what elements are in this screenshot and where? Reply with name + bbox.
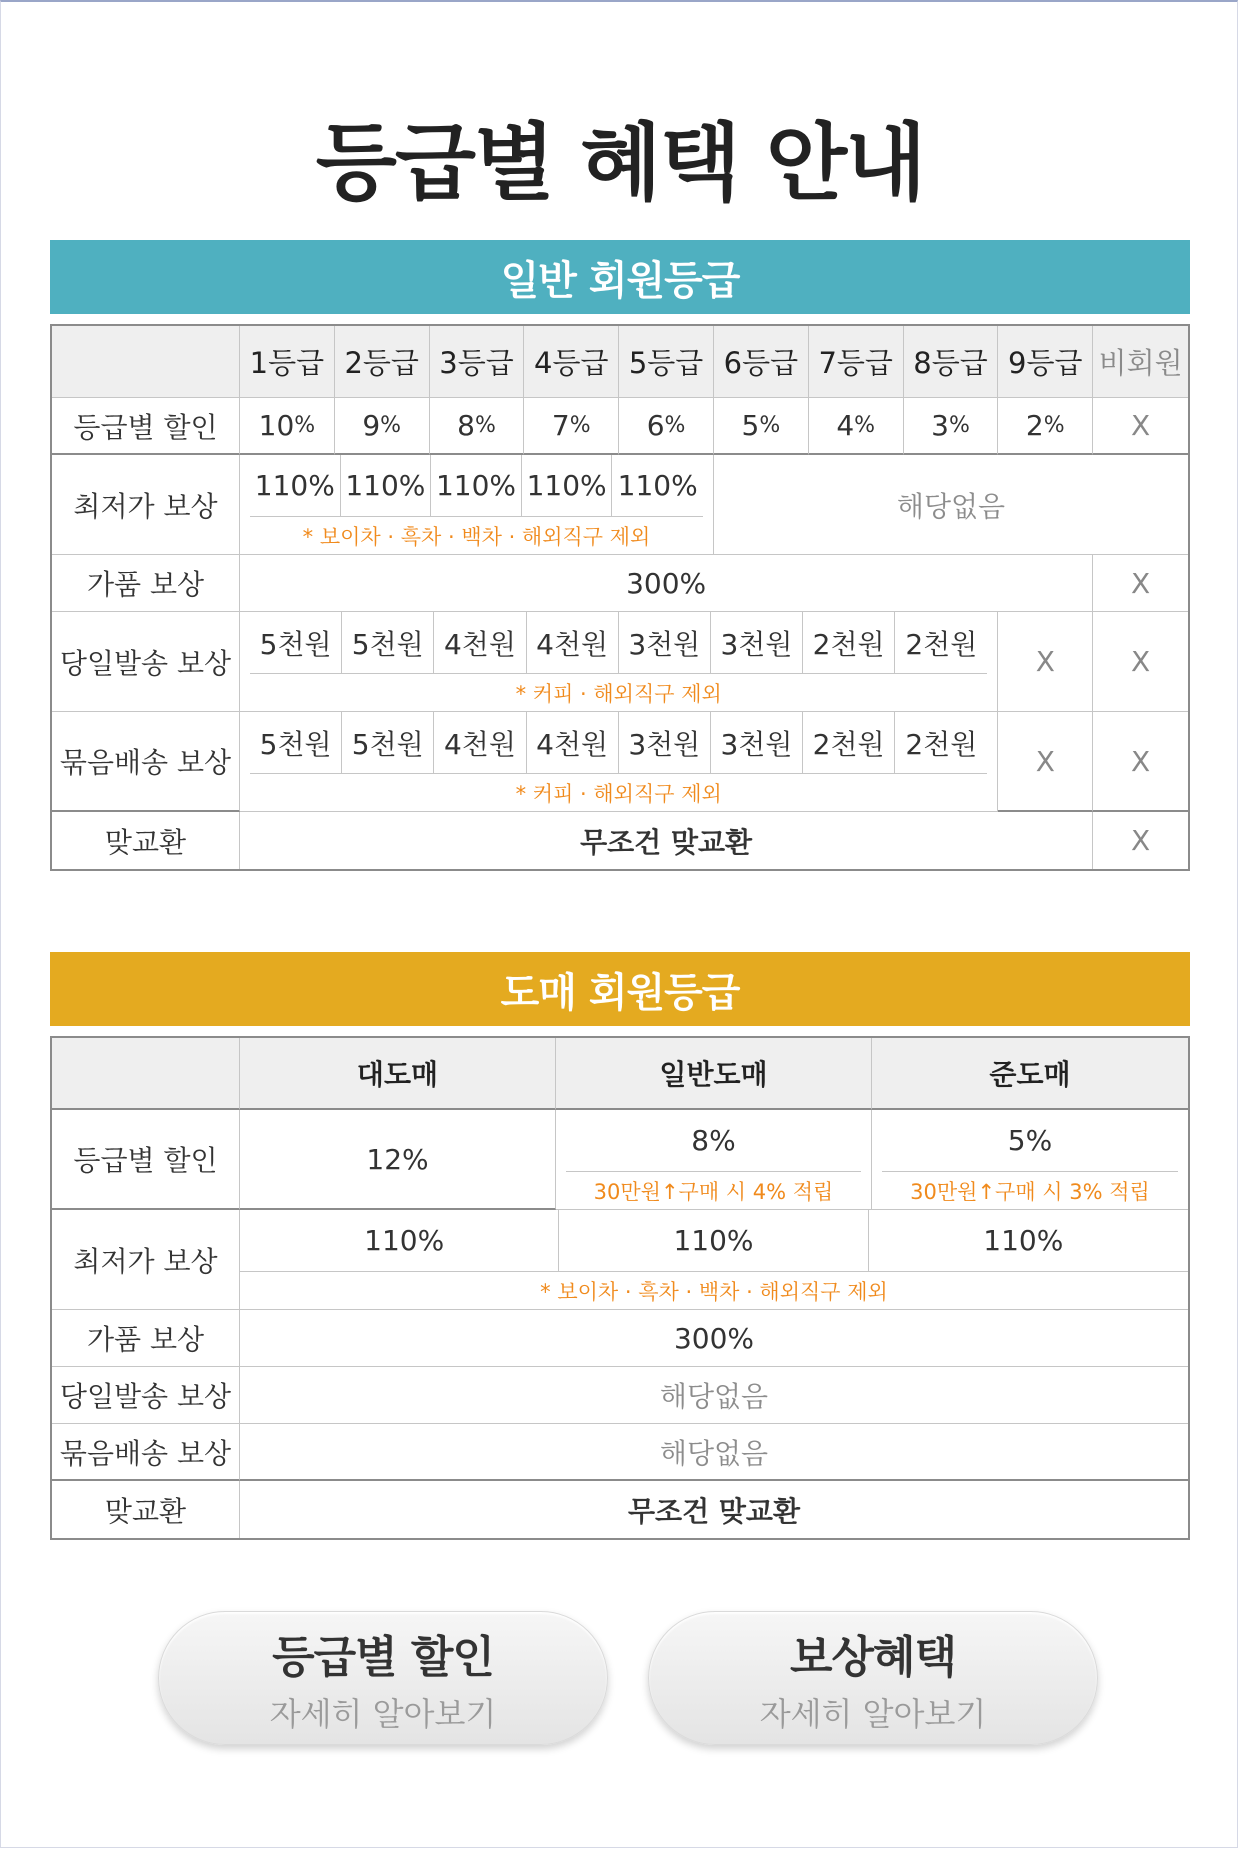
lowest-price-grade-2: 110%: [341, 455, 432, 516]
row-label-lowest-price: 최저가 보상: [52, 455, 240, 555]
ws-header-general: 일반도매: [556, 1038, 872, 1110]
ws-row-label-lowest-price: 최저가 보상: [52, 1210, 240, 1310]
general-grade-table: [50, 324, 1190, 871]
bundle-grade-1: 5천원: [250, 712, 342, 773]
discount-grade-6: 5 %: [714, 398, 809, 455]
same-day-grade-9: X: [998, 612, 1093, 712]
same-day-nonmember: X: [1093, 612, 1188, 712]
header-grade-3: 3등급: [430, 326, 525, 398]
ws-header-semi: 준도매: [872, 1038, 1188, 1110]
same-day-values: [250, 612, 987, 674]
ws-lowest-price-values: [240, 1210, 1188, 1272]
bundle-note: * 커피 · 해외직구 제외: [515, 782, 722, 806]
bundle-grade-5: 3천원: [619, 712, 711, 773]
discount-grade-5: 6 %: [619, 398, 714, 455]
grade-discount-details-button[interactable]: [158, 1611, 608, 1745]
bundle-grade-6: 3천원: [711, 712, 803, 773]
ws-genuine-value: 300%: [240, 1310, 1188, 1367]
same-day-grade-5: 3천원: [619, 612, 711, 673]
ws-row-label-discount: 등급별 할인: [52, 1110, 240, 1210]
page-title: 등급별 혜택 안내: [315, 114, 925, 212]
ws-row-label-genuine: 가품 보상: [52, 1310, 240, 1367]
same-day-grade-1: 5천원: [250, 612, 342, 673]
header-nonmember: 비회원: [1093, 326, 1188, 398]
grade-discount-button-title: 등급별 할인: [272, 1632, 494, 1683]
ws-same-day-value: 해당없음: [240, 1367, 1188, 1424]
header-grade-8: 8등급: [904, 326, 999, 398]
ws-header-large: 대도매: [240, 1038, 556, 1110]
reward-benefit-details-button[interactable]: [648, 1611, 1098, 1745]
header-grade-9: 9등급: [998, 326, 1093, 398]
wholesale-grade-table: [50, 1036, 1190, 1540]
bundle-grades-1-8: [240, 712, 998, 812]
header-corner: [52, 326, 240, 398]
header-grade-4: 4등급: [524, 326, 619, 398]
same-day-grades-1-8: [240, 612, 998, 712]
lowest-price-note: * 보이차 · 흑차 · 백차 · 해외직구 제외: [302, 525, 651, 549]
same-day-grade-2: 5천원: [342, 612, 434, 673]
ws-lowest-price-large: 110%: [250, 1210, 559, 1271]
lowest-price-not-applicable: 해당없음: [714, 455, 1188, 555]
header-grade-6: 6등급: [714, 326, 809, 398]
lowest-price-values: [250, 455, 703, 517]
bundle-values: [250, 712, 987, 774]
lowest-price-grade-5: 110%: [617, 469, 698, 502]
ws-discount-general-value: 8%: [566, 1110, 861, 1172]
ws-header-corner: [52, 1038, 240, 1110]
header-grade-1: 1등급: [240, 326, 335, 398]
same-day-grade-7: 2천원: [803, 612, 895, 673]
ws-row-label-same-day: 당일발송 보상: [52, 1367, 240, 1424]
row-label-same-day: 당일발송 보상: [52, 612, 240, 712]
same-day-grade-8: 2천원: [905, 627, 978, 661]
general-section-header: 일반 회원등급: [50, 240, 1190, 314]
lowest-price-grade-4: 110%: [522, 455, 613, 516]
genuine-nonmember: X: [1093, 555, 1188, 612]
discount-grade-7: 4 %: [809, 398, 904, 455]
row-label-exchange: 맞교환: [52, 812, 240, 869]
wholesale-section-header: 도매 회원등급: [50, 952, 1190, 1026]
row-label-bundle: 묶음배송 보상: [52, 712, 240, 812]
discount-grade-9: 2 %: [998, 398, 1093, 455]
bundle-grade-7: 2천원: [803, 712, 895, 773]
discount-grade-8: 3 %: [904, 398, 999, 455]
exchange-value: 무조건 맞교환: [240, 812, 1093, 869]
bundle-grade-9: X: [998, 712, 1093, 812]
genuine-value: 300%: [240, 555, 1093, 612]
same-day-grade-4: 4천원: [527, 612, 619, 673]
same-day-grade-6: 3천원: [711, 612, 803, 673]
ws-discount-general: [556, 1110, 872, 1210]
bundle-grade-2: 5천원: [342, 712, 434, 773]
reward-button-title: 보상혜택: [789, 1632, 956, 1683]
discount-nonmember: X: [1093, 398, 1188, 455]
same-day-grade-3: 4천원: [434, 612, 526, 673]
ws-bundle-value: 해당없음: [240, 1424, 1188, 1481]
ws-discount-general-note: 30만원↑구매 시 4% 적립: [593, 1180, 834, 1204]
discount-grade-4: 7 %: [524, 398, 619, 455]
lowest-price-grade-1: 110%: [250, 455, 341, 516]
lowest-price-grade-3: 110%: [431, 455, 522, 516]
ws-discount-large: 12%: [240, 1110, 556, 1210]
grade-discount-button-sub: 자세히 알아보기: [269, 1695, 497, 1733]
bundle-grade-8: 2천원: [905, 727, 978, 761]
header-grade-2: 2등급: [335, 326, 430, 398]
ws-lowest-price-semi: 110%: [983, 1224, 1064, 1257]
header-grade-7: 7등급: [809, 326, 904, 398]
header-grade-5: 5등급: [619, 326, 714, 398]
discount-grade-2: 9 %: [335, 398, 430, 455]
row-label-genuine: 가품 보상: [52, 555, 240, 612]
row-label-discount: 등급별 할인: [52, 398, 240, 455]
ws-exchange-value: 무조건 맞교환: [627, 1494, 801, 1528]
discount-grade-3: 8 %: [430, 398, 525, 455]
ws-row-label-bundle: 묶음배송 보상: [52, 1424, 240, 1481]
lowest-price-grades-1-5: [240, 455, 714, 555]
bundle-grade-4: 4천원: [527, 712, 619, 773]
ws-row-label-exchange: 맞교환: [52, 1481, 240, 1538]
ws-lowest-price-all: [240, 1210, 1188, 1310]
ws-discount-semi: [872, 1110, 1188, 1210]
ws-discount-semi-value: 5%: [882, 1110, 1178, 1172]
same-day-note: * 커피 · 해외직구 제외: [515, 682, 722, 706]
bundle-nonmember: X: [1093, 712, 1188, 812]
exchange-nonmember: X: [1131, 824, 1151, 857]
ws-lowest-price-general: 110%: [559, 1210, 868, 1271]
ws-lowest-price-note: * 보이차 · 흑차 · 백차 · 해외직구 제외: [540, 1280, 888, 1304]
discount-grade-1: 10 %: [240, 398, 335, 455]
reward-button-sub: 자세히 알아보기: [759, 1695, 987, 1733]
ws-discount-semi-note: 30만원↑구매 시 3% 적립: [910, 1180, 1150, 1204]
bundle-grade-3: 4천원: [434, 712, 526, 773]
